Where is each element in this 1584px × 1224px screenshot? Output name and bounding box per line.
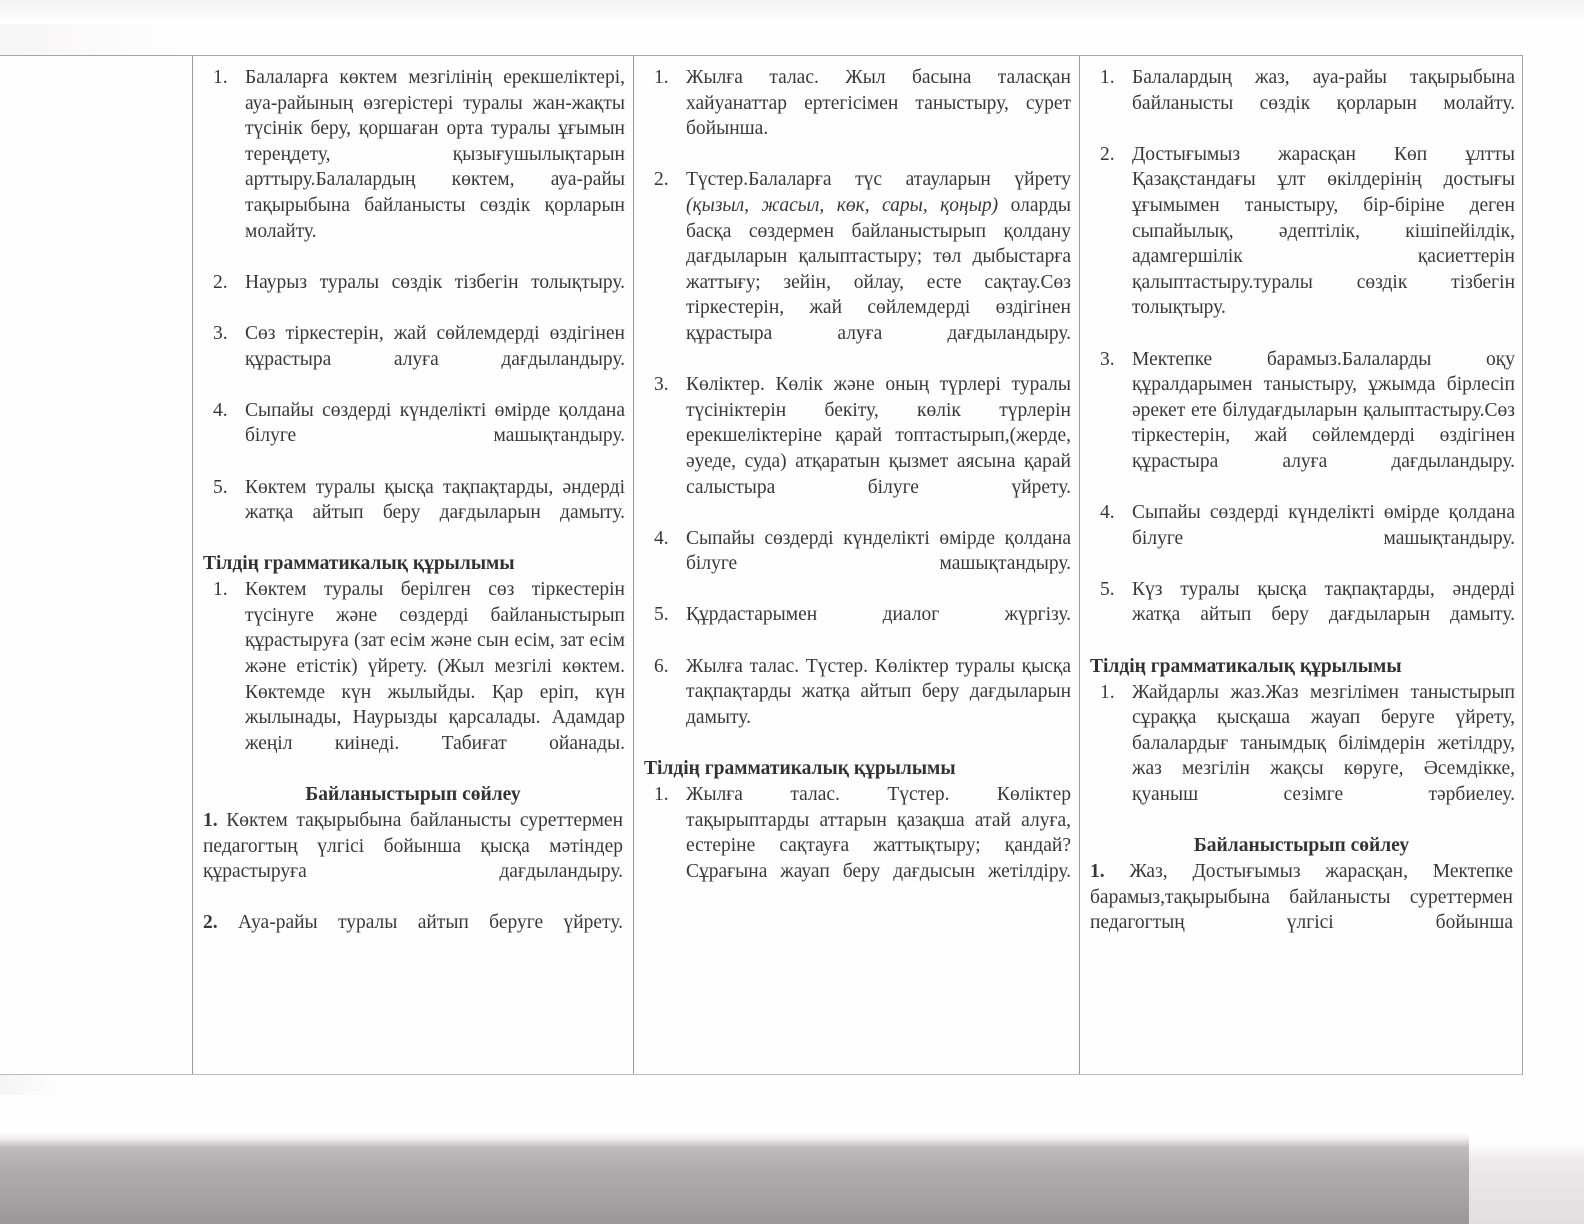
list-item (201, 65, 625, 270)
numbered-list (201, 577, 625, 782)
list-item-number: 1. (1100, 681, 1115, 703)
paragraph-text: Ауа-райы туралы айтып беруге үйрету. (237, 912, 623, 934)
list-item (1088, 500, 1515, 577)
list-item-text: Көліктер. Көлік және оның түрлері туралы түсініктерін бекіту, көлік түрлерін ерекшеліктеріне қарай топтастырып,(жерде, әуеде, суда) атқаратын қызмет аясына қарай салыстыра білуге үйрету. (686, 374, 1071, 498)
list-item-text: Жылға талас. Жыл басына таласқан хайуанаттар ертегісімен таныстыру, сурет бойынша. (686, 67, 1071, 140)
list-item (201, 270, 625, 321)
list-item (642, 654, 1071, 756)
list-item-number: 4. (1100, 502, 1115, 524)
section-heading: Тілдің грамматикалық құрылымы (644, 758, 956, 780)
emphasized-color-words: (қызыл, жасыл, көк, сары, қоңыр) (686, 194, 999, 216)
numbered-list (1088, 65, 1515, 654)
paragraph-number: 1. (203, 810, 218, 832)
list-item-text: Наурыз туралы сөздік тізбегін толықтыру. (245, 271, 625, 293)
list-item-number: 3. (213, 322, 228, 344)
list-item-number: 2. (213, 271, 228, 293)
list-item-text: Достығымыз жарасқан Көп ұлтты Қазақстандағы ұлт өкілдерінің достығы ұғымымен таныстыру, бір-біріне деген сыпайылық, әдептілік, кішіпейілдік, адамгершілік қасиеттерін қалыптастыру.туралы сөздік тізбегін толықтыру. (1132, 143, 1515, 319)
list-item-number: 3. (1100, 348, 1115, 370)
scan-edge-top (0, 0, 1584, 22)
list-item-number: 4. (213, 399, 228, 421)
list-item-text-part: Түстер.Балаларға түс атауларын үйрету (686, 169, 1071, 191)
list-item-text: Күз туралы қысқа тақпақтарды, әндерді жатқа айтып беру дағдыларын дамыту. (1132, 578, 1515, 626)
list-item (1088, 347, 1515, 501)
table-column-spring (193, 56, 634, 1074)
list-item-number: 2. (1100, 143, 1115, 165)
list-item (642, 602, 1071, 653)
list-item (1088, 680, 1515, 834)
list-item (642, 782, 1071, 910)
list-item-text: Көктем туралы қысқа тақпақтарды, әндерді жатқа айтып беру дағдыларын дамыту. (245, 476, 625, 524)
list-item-number: 5. (213, 476, 228, 498)
paragraph-text: Жаз, Достығымыз жарасқан, Мектепке барамыз,тақырыбына байланысты суреттермен педагогтың үлгісі бойынша (1090, 861, 1513, 934)
list-item-number: 5. (1100, 578, 1115, 600)
list-item-text: Балаларға көктем мезгілінің ерекшеліктері, ауа-райының өзгерістері туралы жан-жақты түсінік беру, қоршаған орта туралы ұғымын тереңдету, қызығушылықтарын арттыру.Балалардың көктем, ауа-райы тақырыбына байланысты сөздік қорларын молайту. (245, 67, 625, 242)
table-gutter-column (0, 56, 193, 1074)
list-item-number: 4. (654, 527, 669, 549)
list-item-text: Жылға талас. Түстер. Көліктер тақырыптарды аттарын қазақша атай алуға, естеріне сақтауға жаттықтыру; қандай? Сұрағына жауап беру дағдысын жетілдіру. (686, 784, 1071, 882)
paragraph-number: 1. (1090, 861, 1105, 883)
list-item (201, 577, 625, 782)
curriculum-table (0, 55, 1523, 1075)
numbered-list (642, 65, 1071, 756)
section-heading: Байланыстырып сөйлеу (1193, 835, 1410, 857)
list-item (1088, 577, 1515, 654)
numbered-list (642, 782, 1071, 910)
list-item (642, 167, 1071, 372)
list-item-text: Сыпайы сөздерді күнделікті өмірде қолдана білуге машықтандыру. (1132, 502, 1515, 549)
list-item (201, 398, 625, 475)
list-item-text: Сыпайы сөздерді күнделікті өмірде қолдана білуге машықтандыру. (686, 527, 1071, 575)
list-item-text: Құрдастарымен диалог жүргізу. (686, 604, 1071, 626)
list-item-text: Жылға талас. Түстер. Көліктер туралы қысқа тақпақтарды жатқа айтып беру дағдыларын дамыту. (686, 655, 1071, 728)
list-item (1088, 65, 1515, 142)
list-item (642, 65, 1071, 167)
list-item-number: 1. (654, 784, 669, 806)
paragraph-text: Көктем тақырыбына байланысты суреттермен педагогтың үлгісі бойынша қысқа мәтіндер құрастыруға дағдыландыру. (203, 810, 624, 883)
list-item-text (686, 167, 1071, 372)
list-item-number: 1. (654, 67, 669, 88)
list-item-number: 1. (1100, 67, 1115, 88)
list-item-number: 2. (654, 169, 669, 191)
list-item-number: 1. (213, 579, 228, 601)
list-item-text: Балалардың жаз, ауа-райы тақырыбына байланысты сөздік қорларын молайту. (1132, 67, 1515, 114)
table-column-summer (1080, 56, 1523, 1074)
paragraph-item (201, 910, 625, 961)
paragraph-number: 2. (203, 912, 218, 934)
numbered-list (1088, 680, 1515, 834)
list-item-number: 6. (654, 655, 669, 677)
list-item-text: Сыпайы сөздерді күнделікті өмірде қолдана білуге машықтандыру. (245, 399, 625, 447)
list-item (201, 321, 625, 398)
section-heading: Байланыстырып сөйлеу (305, 784, 521, 806)
list-item-text: Мектепке барамыз.Балаларды оқу құралдарымен таныстыру, ұжымда бірлесіп әрекет ете білудағдыларын қалыптастыру.Сөз тіркестерін, жай сөйлемдерді өздігінен құрастыра алуға дағдыландыру. (1132, 348, 1515, 472)
list-item-number: 3. (654, 374, 669, 396)
list-item-text: Көктем туралы берілген сөз тіркестерін түсінуге және сөздерді байланыстырып құрастыруға (зат есім және сын есім, зат есім және етістік) үйрету. (Жыл мезгілі көктем. Көктемде күн жылыйды. Қар еріп, күн жылынады, Наурызды қарсалады. Адамдар жеңіл киінеді. Табиғат ойанады. (245, 579, 625, 754)
list-item-text: Сөз тіркестерін, жай сөйлемдерді өздігінен құрастыра алуға дағдыландыру. (245, 322, 625, 370)
list-item-text: Жайдарлы жаз.Жаз мезгілімен таныстырып сұраққа қысқаша жауап беруге үйрету, балалардығ танымдық білімдерін жетілдру, жаз мезгілін жақсы көруге, Әсемдікке, қуаныш сезімге тәрбиелеу. (1132, 681, 1515, 806)
section-heading: Тілдің грамматикалық құрылымы (1090, 655, 1402, 677)
table-column-year-colors-transport (634, 56, 1080, 1074)
list-item-number: 5. (654, 604, 669, 626)
paragraph-item (201, 808, 625, 910)
section-heading: Тілдің грамматикалық құрылымы (203, 553, 515, 575)
list-item-text-part: оларды басқа сөздермен байланыстырып қолдану дағдыларын қалыптастыру; төл дыбыстарға жаттығу; зейін, ойлау, есте сақтау.Сөз тіркестерін, жай сөйлемдерді өздігінен құрастыра алуға дағдыландыру. (686, 194, 1071, 344)
scan-edge-bottom (0, 1133, 1584, 1224)
list-item-number: 1. (213, 67, 228, 88)
list-item (1088, 142, 1515, 347)
list-item (201, 475, 625, 552)
list-item (642, 526, 1071, 603)
paragraph-item (1088, 859, 1515, 961)
list-item (642, 372, 1071, 526)
numbered-list (201, 65, 625, 551)
